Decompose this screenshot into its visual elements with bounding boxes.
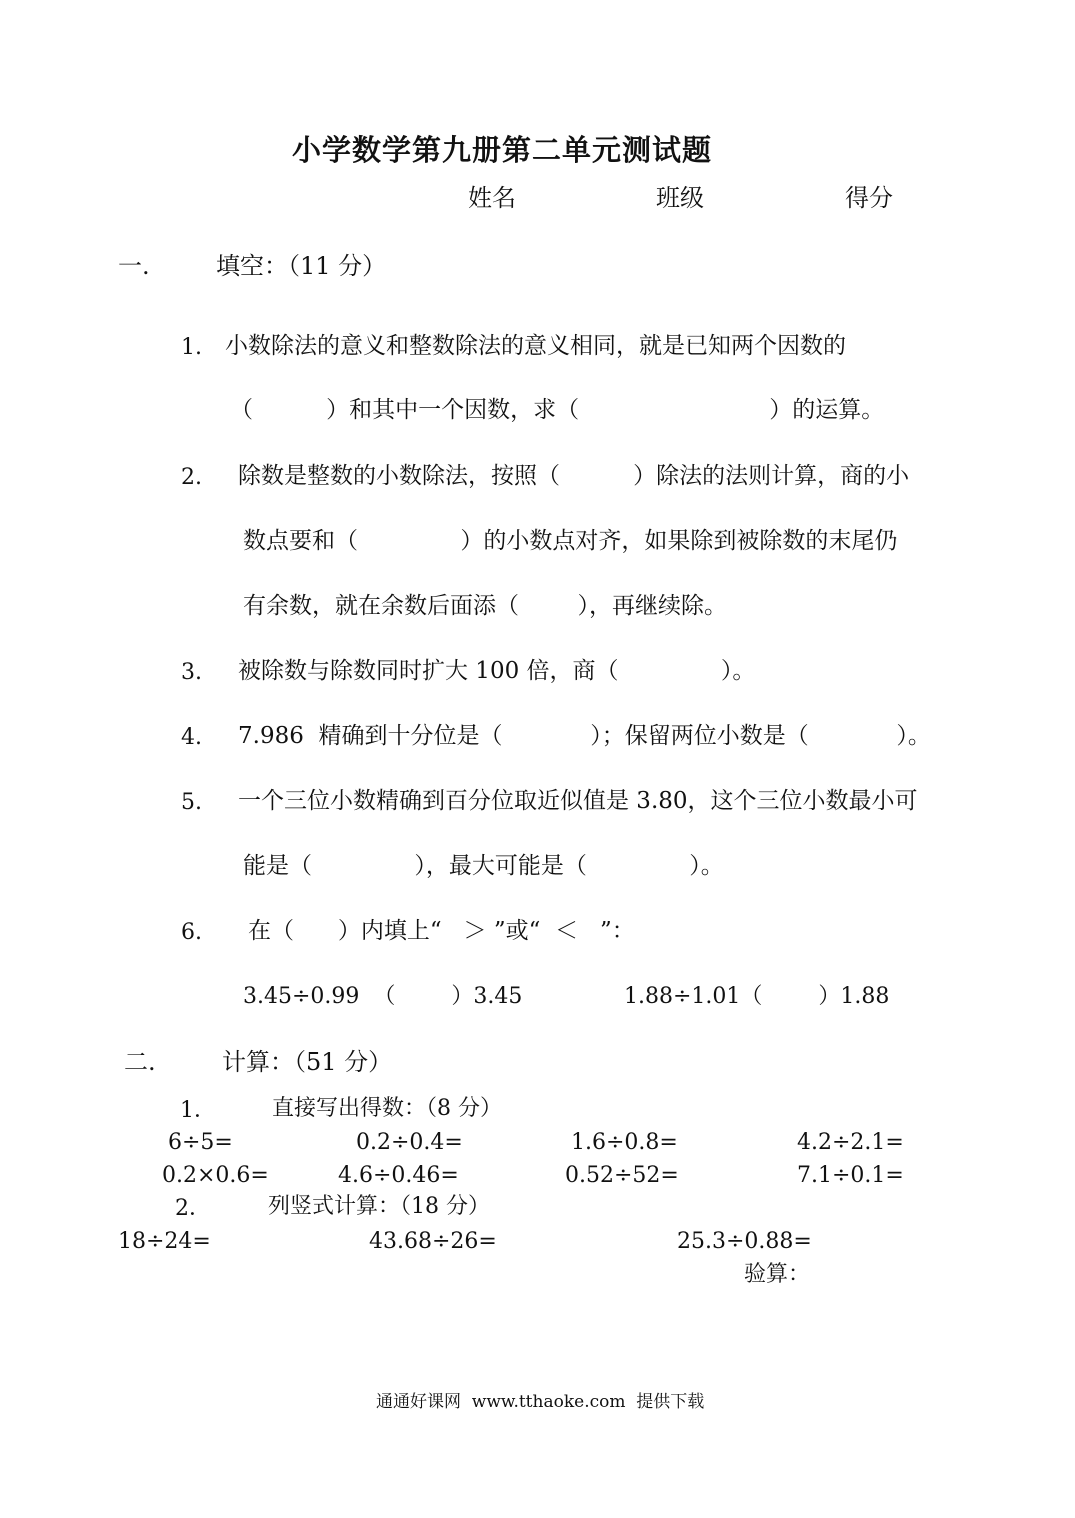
vertical-calc-item: 18÷24=	[118, 1229, 211, 1254]
calc-item: 4.2÷2.1=	[797, 1130, 904, 1155]
calc-item: 4.6÷0.46=	[338, 1163, 459, 1188]
q1-line2: （ ）和其中一个因数，求（ ）的运算。	[230, 397, 885, 423]
q6-expression-2: 1.88÷1.01（ ）1.88	[624, 984, 890, 1009]
q3-line1: 被除数与除数同时扩大 100 倍，商（ ）。	[238, 658, 756, 684]
page-title: 小学数学第九册第二单元测试题	[292, 133, 713, 167]
vertical-calc-item: 43.68÷26=	[369, 1229, 497, 1254]
q2-line3: 有余数，就在余数后面添（ ），再继续除。	[243, 593, 727, 619]
q4-line1: 7.986 精确到十分位是（ ）；保留两位小数是（ ）。	[238, 723, 931, 749]
calc-item: 0.2÷0.4=	[356, 1130, 463, 1155]
q5-line1: 一个三位小数精确到百分位取近似值是 3.80，这个三位小数最小可	[238, 788, 918, 814]
q6-expression-1: 3.45÷0.99 （ ）3.45	[243, 984, 523, 1009]
part1-heading: 直接写出得数：（8 分）	[272, 1096, 502, 1121]
q2-line2: 数点要和（ ）的小数点对齐，如果除到被除数的末尾仍	[243, 528, 898, 554]
footer-text: 通通好课网 www.tthaoke.com 提供下载	[376, 1392, 705, 1412]
section1-heading: 填空：（11 分）	[216, 252, 387, 280]
q1-number: 1.	[181, 335, 202, 360]
q3-number: 3.	[181, 660, 202, 685]
q6-number: 6.	[181, 920, 202, 945]
part1-number: 1．	[180, 1098, 216, 1123]
q2-number: 2.	[181, 465, 202, 490]
vertical-calc-item: 25.3÷0.88=	[677, 1229, 812, 1254]
calc-item: 1.6÷0.8=	[571, 1130, 678, 1155]
q5-number: 5.	[181, 790, 202, 815]
name-label: 姓名	[468, 184, 516, 212]
calc-item: 6÷5=	[168, 1130, 233, 1155]
q5-line2: 能是（ ），最大可能是（ ）。	[243, 853, 724, 879]
check-label: 验算：	[744, 1262, 811, 1287]
part2-number: 2．	[175, 1196, 211, 1221]
part2-heading: 列竖式计算：（18 分）	[268, 1194, 490, 1219]
q6-line1: 在（ ）内填上“ ＞ ”或“ ＜ ”：	[248, 918, 635, 944]
q4-number: 4.	[181, 725, 202, 750]
section1-number: 一.	[118, 252, 150, 280]
section2-number: 二.	[124, 1048, 156, 1076]
section2-heading: 计算：（51 分）	[222, 1048, 393, 1076]
calc-item: 0.52÷52=	[565, 1163, 679, 1188]
q2-line1: 除数是整数的小数除法，按照（ ）除法的法则计算，商的小	[238, 463, 910, 489]
score-label: 得分	[845, 184, 893, 212]
calc-item: 7.1÷0.1=	[797, 1163, 904, 1188]
calc-item: 0.2×0.6=	[162, 1163, 269, 1188]
class-label: 班级	[656, 184, 704, 212]
q1-line1: 小数除法的意义和整数除法的意义相同，就是已知两个因数的	[225, 333, 846, 359]
